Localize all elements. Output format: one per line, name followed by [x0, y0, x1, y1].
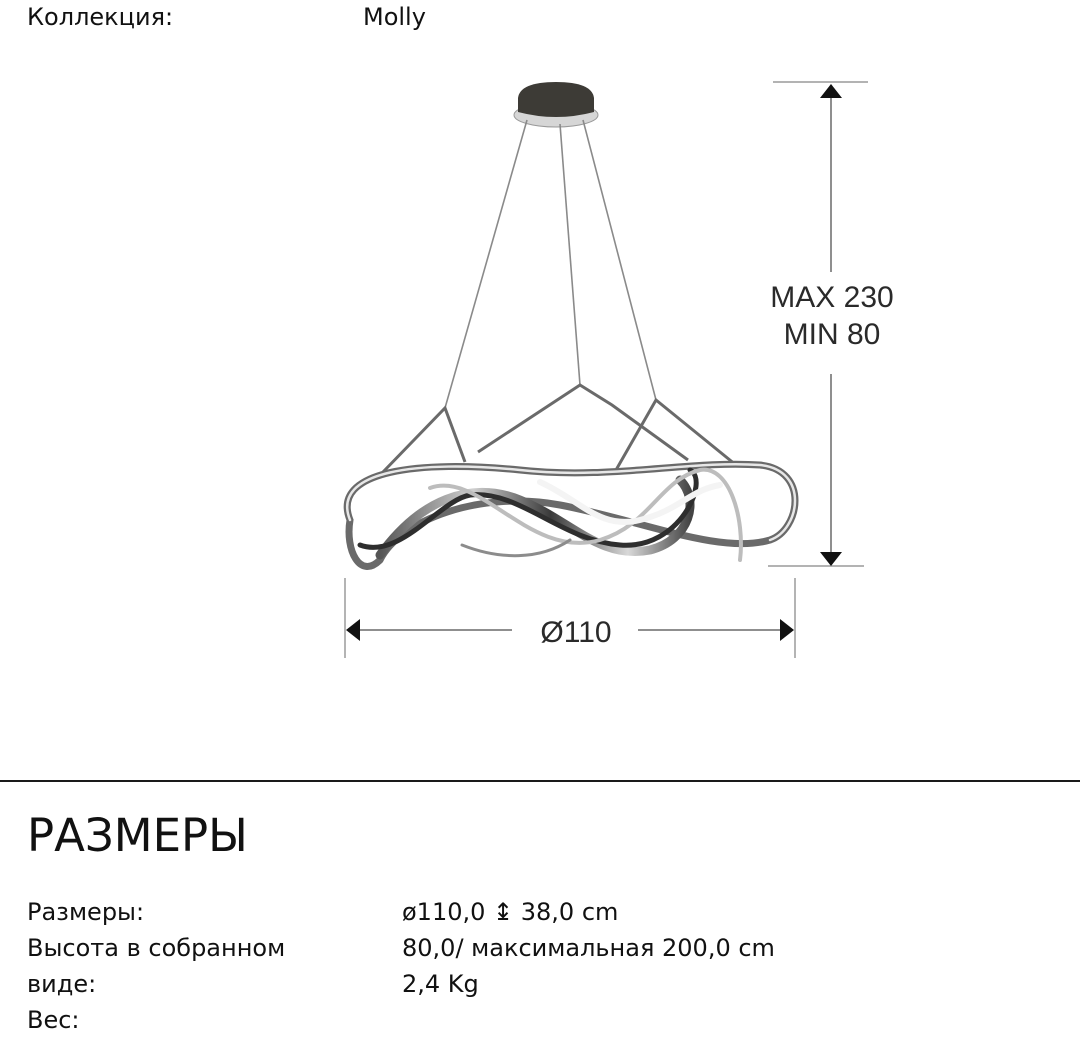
spec-label-assembled-height: Высота в собранном — [27, 934, 286, 962]
diameter-dimension — [345, 578, 795, 658]
light-ribbon — [347, 464, 795, 566]
spec-label-assembled-height-cont: виде: — [27, 970, 97, 998]
height-max-label: MAX 230 — [770, 281, 894, 314]
spec-labels — [27, 894, 357, 1038]
suspension-wires — [445, 120, 656, 408]
spec-label-weight: Вес: — [27, 1006, 80, 1034]
height-min-label: MIN 80 — [783, 318, 881, 351]
diameter-label: Ø110 — [540, 616, 612, 649]
collection-label: Коллекция: — [27, 3, 174, 31]
spec-value-dimensions: ø110,0 ↨ 38,0 cm — [402, 898, 619, 926]
collection-value: Molly — [363, 3, 426, 31]
spec-value-weight: 2,4 Kg — [402, 970, 479, 998]
product-dimension-drawing — [330, 70, 920, 670]
height-dimension — [768, 82, 894, 566]
section-title: РАЗМЕРЫ — [27, 809, 248, 862]
section-divider — [0, 780, 1080, 782]
spec-values — [402, 894, 1042, 1002]
spec-label-dimensions: Размеры: — [27, 898, 145, 926]
collection-row — [27, 0, 1057, 34]
spec-value-assembled-height: 80,0/ максимальная 200,0 cm — [402, 934, 775, 962]
frame-brackets — [383, 385, 736, 472]
